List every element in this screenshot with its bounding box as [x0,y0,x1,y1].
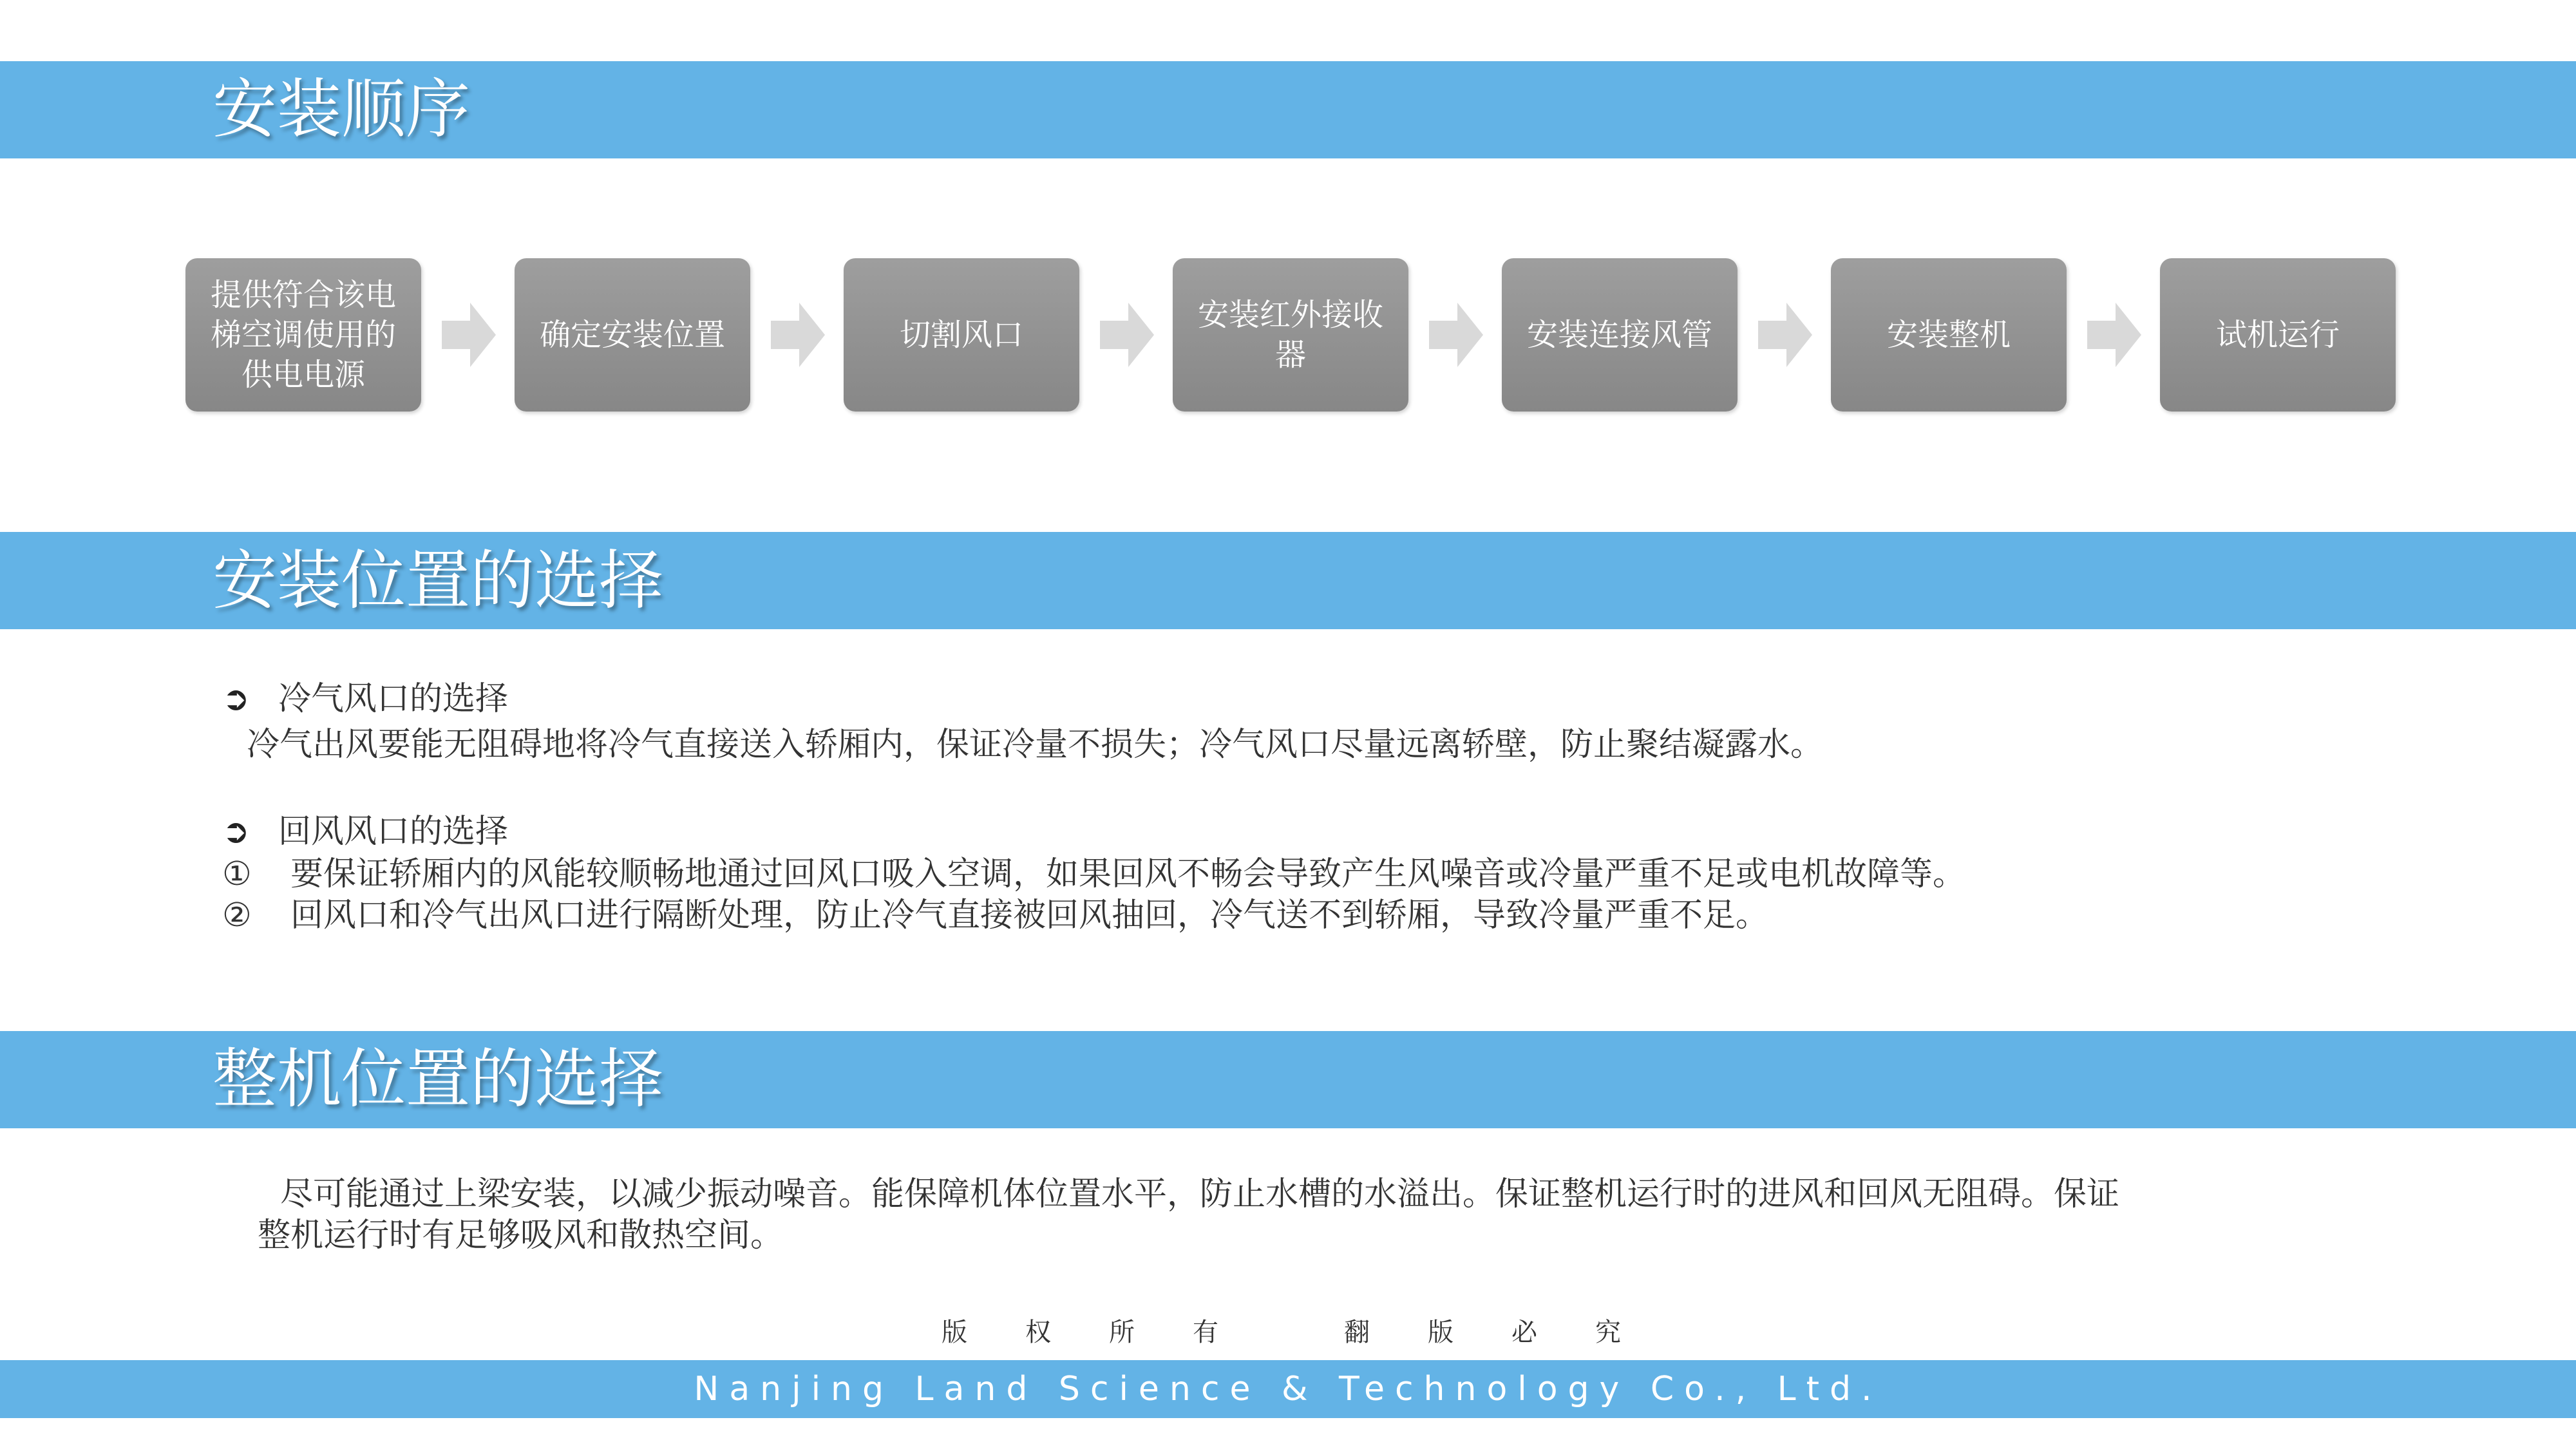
return-vent-heading-text: 回风风口的选择 [278,813,508,851]
section-title-sequence: 安装顺序 [213,71,470,147]
step-label: 切割风口 [899,317,1023,353]
cold-vent-heading-text: 冷气风口的选择 [278,680,508,718]
copyright-char: 权 [1025,1318,1051,1347]
arrow-right-icon [771,303,825,367]
step-label: 确定安装位置 [539,317,725,353]
arrow-right-icon [1100,303,1154,367]
copyright-char: 翻 [1344,1318,1370,1347]
copyright-char: 版 [1428,1318,1454,1347]
step-label: 试机运行 [2215,317,2340,353]
step-install-ir-receiver [1173,258,1408,412]
return-vent-item-2 [222,896,1768,934]
step-label: 提供符合该电梯空调使用的供电电源 [210,277,396,393]
unit-position-line-2: 整机运行时有足够吸风和散热空间。 [258,1217,784,1255]
step-power-supply [185,258,421,412]
anti-piracy-notice [1315,1315,1650,1350]
item-number: ① [222,855,252,893]
item-number: ② [222,896,252,934]
step-install-unit [1831,258,2067,412]
cold-vent-description: 冷气出风要能无阻碍地将冷气直接送入轿厢内，保证冷量不损失；冷气风口尽量远离轿壁，防止聚结凝露水。 [247,726,1824,764]
section-title-unit: 整机位置的选择 [213,1041,663,1117]
copyright-notice [913,1315,1247,1350]
copyright-char: 必 [1511,1318,1537,1347]
item-text: 回风口和冷气出风口进行隔断处理，防止冷气直接被回风抽回，冷气送不到轿厢，导致冷量严重不足。 [290,896,1768,934]
section-title-position: 安装位置的选择 [213,543,663,618]
step-label: 安装红外接收器 [1197,297,1383,373]
item-text: 要保证轿厢内的风能较顺畅地通过回风口吸入空调，如果回风不畅会导致产生风噪音或冷量严重不足或电机故障等。 [290,855,1965,893]
copyright-char: 究 [1595,1318,1621,1347]
arrow-right-icon [1429,303,1483,367]
step-label: 安装连接风管 [1526,317,1712,353]
copyright-char: 所 [1109,1318,1135,1347]
cold-vent-heading [222,680,508,718]
arrow-right-icon [442,303,496,367]
step-label: 安装整机 [1886,317,2011,353]
step-test-run [2160,258,2396,412]
step-cut-vent [844,258,1079,412]
copyright-char: 版 [942,1318,967,1347]
step-determine-position [515,258,750,412]
return-vent-item-1 [222,855,1965,893]
unit-position-line-1: 尽可能通过上梁安装，以减少振动噪音。能保障机体位置水平，防止水槽的水溢出。保证整机运行时的进风和回风无阻碍。保证 [280,1175,2120,1213]
arrow-right-icon [2087,303,2141,367]
company-name: Nanjing Land Science & Technology Co., Ltd. [694,1370,1882,1408]
return-vent-heading [222,813,508,851]
arrow-bullet-icon: ➲ [222,813,250,851]
copyright-char: 有 [1193,1318,1218,1347]
step-install-duct [1502,258,1738,412]
arrow-bullet-icon: ➲ [222,680,250,718]
arrow-right-icon [1758,303,1812,367]
